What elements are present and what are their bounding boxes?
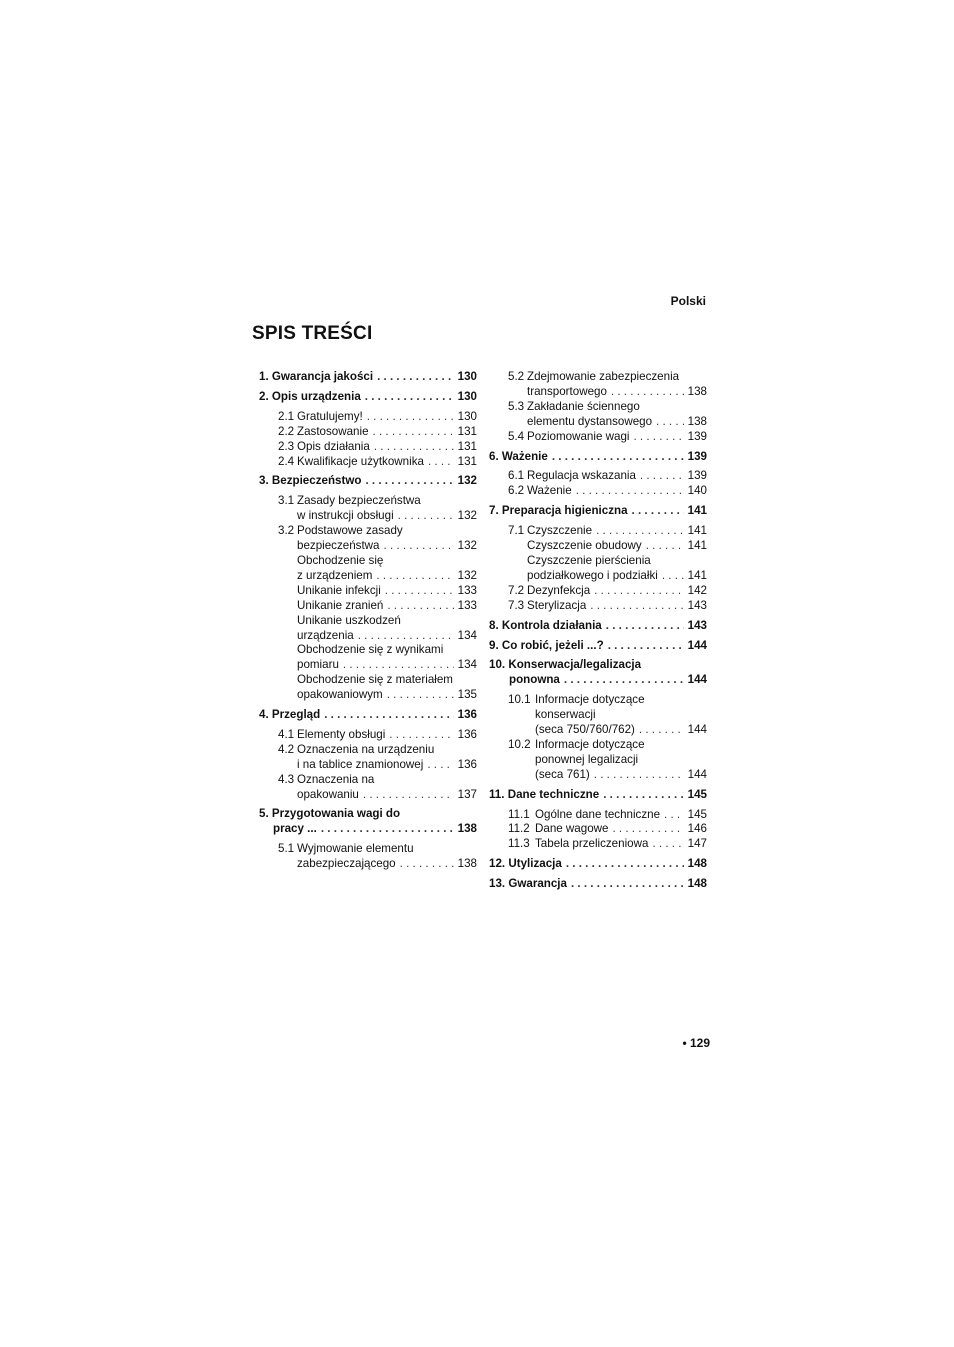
toc-entry-title: Obchodzenie się z materiałem xyxy=(297,673,453,687)
toc-page-number: 141 xyxy=(687,524,707,538)
toc-entry-title: 12. Utylizacja xyxy=(489,857,562,871)
toc-entry-title: opakowaniowym xyxy=(297,688,383,702)
toc-entry[interactable] xyxy=(259,842,477,872)
toc-entry[interactable] xyxy=(259,390,477,405)
dot-leader xyxy=(590,599,683,614)
toc-entry[interactable] xyxy=(489,857,707,872)
toc-entry-title: 11. Dane techniczne xyxy=(489,787,600,801)
toc-entry[interactable] xyxy=(259,807,477,837)
toc-entry-number: 2.4 xyxy=(278,454,295,468)
dot-leader xyxy=(400,857,454,872)
toc-page-number: 131 xyxy=(457,439,477,453)
toc-entry-title: Gratulujemy! xyxy=(297,409,363,423)
dot-leader xyxy=(365,474,453,489)
dot-leader xyxy=(427,758,453,773)
toc-entry-title: Zakładanie ściennego xyxy=(527,399,640,413)
toc-entry-number: 11.1 xyxy=(508,807,530,821)
language-label: Polski xyxy=(670,294,706,308)
toc-entry-title: Obchodzenie się z wynikami xyxy=(297,643,444,657)
toc-entry-number: 10.1 xyxy=(508,693,531,707)
dot-leader xyxy=(387,599,453,614)
toc-entry-title: 10. Konserwacja/legalizacja xyxy=(489,658,642,672)
toc-entry-title: Podstawowe zasady xyxy=(297,524,403,538)
toc-entry[interactable] xyxy=(259,370,477,385)
toc-entry-title: Unikanie zranień xyxy=(297,598,384,612)
dot-leader xyxy=(656,415,684,430)
dot-leader xyxy=(606,619,684,634)
toc-entry[interactable] xyxy=(259,494,477,524)
dot-leader xyxy=(365,390,454,405)
toc-entry-title: 5. Przygotowania wagi do xyxy=(259,807,401,821)
toc-entry-title: (seca 750/760/762) xyxy=(535,723,635,737)
toc-entry-title: Czyszczenie pierścienia xyxy=(527,553,651,567)
toc-page-number: 139 xyxy=(687,469,707,483)
toc-page-number: 145 xyxy=(687,787,707,801)
toc-page-number: 143 xyxy=(687,618,707,632)
dot-leader xyxy=(603,788,683,803)
toc-entry[interactable] xyxy=(259,773,477,803)
toc-entry-title: Unikanie uszkodzeń xyxy=(297,613,401,627)
toc-entry-title: 1. Gwarancja jakości xyxy=(259,370,374,383)
dot-leader xyxy=(428,455,454,470)
toc-entry[interactable] xyxy=(489,658,707,688)
toc-entry[interactable] xyxy=(489,469,707,484)
dot-leader xyxy=(358,629,454,644)
dot-leader xyxy=(324,708,453,723)
toc-entry-number: 7.1 xyxy=(508,524,525,538)
dot-leader xyxy=(594,584,684,599)
dot-leader xyxy=(374,440,454,455)
toc-entry[interactable] xyxy=(259,425,477,440)
dot-leader xyxy=(608,639,684,654)
toc-entry[interactable] xyxy=(259,554,477,584)
toc-entry-title: Czyszczenie xyxy=(527,524,593,538)
toc-entry-title: 7. Preparacja higieniczna xyxy=(489,504,628,518)
toc-entry-title: Elementy obsługi xyxy=(297,727,386,741)
toc-entry-title: Oznaczenia na xyxy=(297,772,375,786)
toc-entry-title: Unikanie infekcji xyxy=(297,583,381,597)
toc-page-number: 147 xyxy=(687,837,707,851)
toc-entry[interactable] xyxy=(489,639,707,654)
toc-entry-title: Zastosowanie xyxy=(297,424,369,438)
toc-page-number: 133 xyxy=(457,598,477,612)
toc-entry-number: 5.1 xyxy=(278,842,295,856)
toc-entry-title: w instrukcji obsługi xyxy=(297,509,394,523)
toc-entry[interactable] xyxy=(259,599,477,614)
dot-leader xyxy=(646,539,684,554)
toc-entry[interactable] xyxy=(259,524,477,554)
toc-entry-title: bezpieczeństwa xyxy=(297,539,380,553)
toc-entry-title: (seca 761) xyxy=(535,767,590,781)
toc-entry-title: Zdejmowanie zabezpieczenia xyxy=(527,370,680,383)
toc-entry[interactable] xyxy=(489,599,707,614)
dot-leader xyxy=(367,410,454,425)
toc-entry-title: urządzenia xyxy=(297,628,354,642)
toc-entry[interactable] xyxy=(489,822,707,837)
toc-entry[interactable] xyxy=(259,614,477,644)
toc-entry[interactable] xyxy=(489,524,707,539)
toc-entry-title: pracy ... xyxy=(273,822,317,836)
toc-entry-number: 5.4 xyxy=(508,429,525,443)
toc-column-right xyxy=(489,370,707,897)
toc-entry[interactable] xyxy=(259,743,477,773)
dot-leader xyxy=(385,584,454,599)
toc-entry-title: ponowna xyxy=(509,673,560,687)
dot-leader xyxy=(321,822,454,837)
toc-entry-title: Sterylizacja xyxy=(527,598,587,612)
toc-page-number: 144 xyxy=(687,673,707,687)
toc-entry-title: podziałkowego i podziałki xyxy=(527,568,658,582)
dot-leader xyxy=(343,658,454,673)
toc-entry-title: 3. Bezpieczeństwo xyxy=(259,474,362,488)
toc-entry-title: 2. Opis urządzenia xyxy=(259,389,361,403)
toc-entry[interactable] xyxy=(489,619,707,634)
toc-entry-title: 8. Kontrola działania xyxy=(489,618,602,632)
dot-leader xyxy=(594,768,684,783)
toc-entry[interactable] xyxy=(259,643,477,673)
toc-entry-title: Dezynfekcja xyxy=(527,583,591,597)
toc-entry-title: Dane wagowe xyxy=(535,822,609,836)
toc-page-number: 139 xyxy=(687,429,707,443)
toc-entry-title: Oznaczenia na urządzeniu xyxy=(297,742,435,756)
page-number: • 129 xyxy=(682,1036,710,1050)
toc-entry-title: zabezpieczającego xyxy=(297,857,396,871)
dot-leader xyxy=(662,569,684,584)
toc-entry-number: 4.1 xyxy=(278,727,295,741)
toc-entry-number: 3.2 xyxy=(278,524,295,538)
dot-leader xyxy=(384,539,454,554)
toc-page-number: 146 xyxy=(687,822,707,836)
toc-entry[interactable] xyxy=(489,450,707,465)
toc-entry-title: pomiaru xyxy=(297,658,339,672)
dot-leader xyxy=(363,788,454,803)
page-title: SPIS TREŚCI xyxy=(252,323,373,344)
toc-entry[interactable] xyxy=(259,474,477,489)
dot-leader xyxy=(377,370,454,385)
toc-page-number: 148 xyxy=(687,877,707,891)
toc-page-number: 135 xyxy=(457,688,477,702)
toc-entry-number: 10.2 xyxy=(508,737,531,751)
toc-entry[interactable] xyxy=(489,370,707,400)
toc-page-number: 130 xyxy=(457,409,477,423)
toc-entry-title: Regulacja wskazania xyxy=(527,469,636,483)
toc-entry-number: 5.2 xyxy=(508,370,525,383)
toc-entry[interactable] xyxy=(489,877,707,892)
toc-entry-title: 4. Przegląd xyxy=(259,708,321,722)
toc-entry-title: Wyjmowanie elementu xyxy=(297,842,414,856)
dot-leader xyxy=(611,385,684,400)
toc-entry[interactable] xyxy=(259,455,477,470)
toc-entry-title: opakowaniu xyxy=(297,787,359,801)
toc-entry-title: Opis działania xyxy=(297,439,370,453)
toc-page-number: 143 xyxy=(687,598,707,612)
toc-page-number: 131 xyxy=(457,454,477,468)
dot-leader xyxy=(387,688,454,703)
toc-entry[interactable] xyxy=(259,410,477,425)
dot-leader xyxy=(639,723,684,738)
toc-entry[interactable] xyxy=(489,484,707,499)
dot-leader xyxy=(664,808,684,823)
toc-entry-title: Obchodzenie się xyxy=(297,553,384,567)
toc-entry-number: 6.1 xyxy=(508,469,525,483)
dot-leader xyxy=(571,877,684,892)
toc-entry-title: 9. Co robić, jeżeli ...? xyxy=(489,638,604,652)
toc-entry-title: elementu dystansowego xyxy=(527,414,653,428)
toc-entry[interactable] xyxy=(489,400,707,430)
toc-page-number: 136 xyxy=(457,708,477,722)
toc-page-number: 137 xyxy=(457,787,477,801)
toc-entry-number: 6.2 xyxy=(508,484,525,498)
toc-entry-title: Informacje dotyczące xyxy=(535,737,645,751)
toc-page-number: 142 xyxy=(687,583,707,597)
toc-entry-title: Ważenie xyxy=(527,484,572,498)
dot-leader xyxy=(632,504,684,519)
toc-entry-number: 2.1 xyxy=(278,409,295,423)
toc-entry[interactable] xyxy=(489,738,707,783)
dot-leader xyxy=(633,430,683,445)
toc-entry[interactable] xyxy=(489,788,707,803)
dot-leader xyxy=(652,837,683,852)
toc-entry-title: Tabela przeliczeniowa xyxy=(535,837,649,851)
toc-page-number: 141 xyxy=(687,504,707,518)
toc-entry[interactable] xyxy=(489,430,707,445)
dot-leader xyxy=(612,822,683,837)
toc-entry-title: Czyszczenie obudowy xyxy=(527,539,642,553)
dot-leader xyxy=(576,484,684,499)
toc-entry-number: 3.1 xyxy=(278,494,295,508)
toc-entry-number: 11.3 xyxy=(508,837,530,851)
toc-entry-title: transportowego xyxy=(527,384,607,398)
toc-page-number: 144 xyxy=(687,723,707,737)
toc-page-number: 145 xyxy=(687,807,707,821)
toc-entry[interactable] xyxy=(259,708,477,723)
toc-page-number: 136 xyxy=(457,757,477,771)
toc-page-number: 134 xyxy=(457,628,477,642)
toc-entry-number: 4.3 xyxy=(278,772,295,786)
toc-page-number: 130 xyxy=(457,389,477,403)
toc-page-number: 144 xyxy=(687,767,707,781)
toc-entry-number: 7.3 xyxy=(508,598,525,612)
toc-page-number: 136 xyxy=(457,727,477,741)
toc-entry[interactable] xyxy=(489,504,707,519)
toc-entry-number: 2.2 xyxy=(278,424,295,438)
toc-entry-title: ponownej legalizacji xyxy=(535,752,639,766)
dot-leader xyxy=(373,425,454,440)
toc-entry-title: 6. Ważenie xyxy=(489,449,548,463)
toc-page-number: 138 xyxy=(457,857,477,871)
dot-leader xyxy=(596,524,684,539)
toc-entry-title: z urządzeniem xyxy=(297,568,373,582)
dot-leader xyxy=(376,569,453,584)
dot-leader xyxy=(640,469,684,484)
dot-leader xyxy=(566,857,684,872)
toc-column-left xyxy=(259,370,477,872)
toc-page-number: 138 xyxy=(457,822,477,836)
toc-entry-number: 11.2 xyxy=(508,822,530,836)
toc-entry[interactable] xyxy=(259,728,477,743)
toc-entry-title: Poziomowanie wagi xyxy=(527,429,630,443)
dot-leader xyxy=(389,728,453,743)
toc-entry-number: 4.2 xyxy=(278,742,295,756)
toc-page-number: 134 xyxy=(457,658,477,672)
dot-leader xyxy=(398,509,454,524)
toc-entry[interactable] xyxy=(489,554,707,584)
toc-entry[interactable] xyxy=(259,440,477,455)
toc-page-number: 131 xyxy=(457,424,477,438)
toc-entry-title: konserwacji xyxy=(535,708,596,722)
toc-entry[interactable] xyxy=(489,584,707,599)
toc-entry[interactable] xyxy=(259,584,477,599)
toc-entry[interactable] xyxy=(489,539,707,554)
toc-entry-title: Kwalifikacje użytkownika xyxy=(297,454,424,468)
toc-page-number: 141 xyxy=(687,539,707,553)
toc-page-number: 139 xyxy=(687,449,707,463)
dot-leader xyxy=(552,450,684,465)
toc-entry-title: i na tablice znamionowej xyxy=(297,757,424,771)
toc-page-number: 141 xyxy=(687,568,707,582)
toc-entry-number: 5.3 xyxy=(508,399,525,413)
toc-page-number: 130 xyxy=(457,370,477,383)
toc-page-number: 138 xyxy=(687,414,707,428)
toc-entry[interactable] xyxy=(489,693,707,738)
toc-entry-number: 7.2 xyxy=(508,583,525,597)
toc-page-number: 148 xyxy=(687,857,707,871)
toc-page-number: 132 xyxy=(457,539,477,553)
toc-entry-title: Informacje dotyczące xyxy=(535,693,645,707)
toc-page-number: 132 xyxy=(457,568,477,582)
toc-entry[interactable] xyxy=(259,673,477,703)
toc-page-number: 138 xyxy=(687,384,707,398)
dot-leader xyxy=(564,673,684,688)
toc-page-number: 144 xyxy=(687,638,707,652)
toc-entry-title: Ogólne dane techniczne xyxy=(535,807,661,821)
toc-entry-title: Zasady bezpieczeństwa xyxy=(297,494,421,508)
toc-entry-title: 13. Gwarancja xyxy=(489,877,567,891)
toc-page-number: 133 xyxy=(457,583,477,597)
toc-entry[interactable] xyxy=(489,808,707,823)
toc-page-number: 132 xyxy=(457,509,477,523)
toc-page-number: 140 xyxy=(687,484,707,498)
toc-entry[interactable] xyxy=(489,837,707,852)
toc-entry-number: 2.3 xyxy=(278,439,295,453)
toc-page-number: 132 xyxy=(457,474,477,488)
